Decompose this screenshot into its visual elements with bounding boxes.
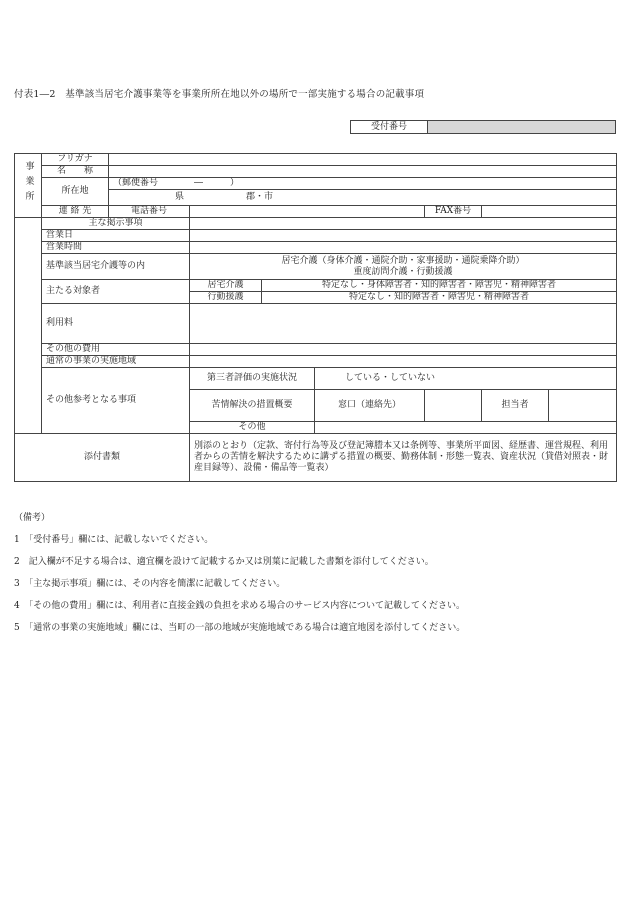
- complaint-window-label: 窓口（連絡先）: [315, 390, 425, 422]
- attachments-label: 添付書類: [15, 434, 190, 482]
- service-line-2: 重度訪問介護・行動援護: [353, 266, 453, 277]
- service-area-label: 通常の事業の実施地域: [42, 356, 190, 368]
- complaint-label: 苦情解決の措置概要: [190, 390, 315, 422]
- business-days-label: 営業日: [42, 230, 190, 242]
- notice-side-column: [15, 218, 42, 434]
- phone-field[interactable]: [190, 206, 425, 218]
- notes-section: [14, 510, 616, 642]
- fee-label: 利用料: [42, 304, 190, 344]
- person-in-charge-field[interactable]: [549, 390, 617, 422]
- note-1: 1 「受付番号」欄には、記載しないでください。: [14, 535, 214, 545]
- postal-field[interactable]: [109, 178, 617, 190]
- notes-header: （備考）: [14, 513, 51, 523]
- home-care-label: 居宅介護: [190, 280, 262, 292]
- other-reference-label: その他参考となる事項: [42, 368, 190, 434]
- third-party-eval-field[interactable]: [315, 368, 617, 390]
- third-party-eval-options: している・していない: [345, 373, 436, 383]
- main-notice-header: 主な掲示事項: [42, 218, 190, 230]
- complaint-window-field[interactable]: [425, 390, 482, 422]
- contact-label: 連 絡 先: [42, 206, 109, 218]
- behavior-support-label: 行動援護: [190, 292, 262, 304]
- furigana-field[interactable]: [109, 154, 617, 166]
- service-line-1: 居宅介護（身体介護・通院介助・家事援助・通院乗降介助）: [281, 255, 525, 266]
- other-cost-label: その他の費用: [42, 344, 190, 356]
- prefecture-text: 県: [175, 192, 185, 202]
- business-days-field[interactable]: [190, 230, 617, 242]
- other-label: その他: [190, 422, 315, 434]
- name-field[interactable]: [109, 166, 617, 178]
- service-area-field[interactable]: [190, 356, 617, 368]
- fax-field[interactable]: [482, 206, 617, 218]
- main-notice-field[interactable]: [190, 218, 617, 230]
- form-table: [14, 153, 617, 482]
- service-type-label: 基準該当居宅介護等の内: [42, 254, 190, 280]
- note-5: 5 「通常の事業の実施地域」欄には、当町の一部の地域が実施地域である場合は適宜地図を添付してください。: [14, 623, 466, 633]
- attachments-text: 別添のとおり（定款、寄付行為等及び登記簿謄本又は条例等、事業所平面図、経歴書、運営規程、利用者からの苦情を解決するために講ずる措置の概要、勤務体制・形態一覧表、資産状況（貸借対照表・財産目録等）、設備・備品等一覧表）: [190, 434, 617, 482]
- furigana-label: フリガナ: [42, 154, 109, 166]
- service-type-field[interactable]: [190, 254, 617, 280]
- behavior-support-targets[interactable]: 特定なし・知的障害者・障害児・精神障害者: [262, 292, 617, 304]
- other-cost-field[interactable]: [190, 344, 617, 356]
- address-field[interactable]: [109, 190, 617, 206]
- home-care-targets[interactable]: 特定なし・身体障害者・知的障害者・障害児・精神障害者: [262, 280, 617, 292]
- target-label: 主たる対象者: [42, 280, 190, 304]
- person-in-charge-label: 担当者: [482, 390, 549, 422]
- phone-label: 電話番号: [109, 206, 190, 218]
- business-hours-field[interactable]: [190, 242, 617, 254]
- receipt-number-box: [350, 120, 616, 134]
- note-2: 2 記入欄が不足する場合は、適宜欄を設けて記載するか又は別葉に記載した書類を添付してください。: [14, 557, 434, 567]
- office-header: 事業所: [15, 154, 42, 218]
- note-4: 4 「その他の費用」欄には、利用者に直接金銭の負担を求める場合のサービス内容について記載してください。: [14, 601, 466, 611]
- business-hours-label: 営業時間: [42, 242, 190, 254]
- other-field[interactable]: [315, 422, 617, 434]
- third-party-eval-label: 第三者評価の実施状況: [190, 368, 315, 390]
- name-label: 名 称: [42, 166, 109, 178]
- fax-label: FAX番号: [425, 206, 482, 218]
- receipt-number-field[interactable]: [428, 121, 615, 133]
- receipt-number-label: 受付番号: [351, 121, 428, 133]
- city-text: 郡・市: [246, 192, 274, 202]
- form-title: 付表1―2 基準該当居宅介護事業等を事業所所在地以外の場所で一部実施する場合の記載事項: [14, 89, 425, 100]
- postal-text: （郵便番号 ― ）: [113, 178, 240, 188]
- note-3: 3 「主な掲示事項」欄には、その内容を簡潔に記載してください。: [14, 579, 286, 589]
- location-label: 所在地: [42, 178, 109, 206]
- fee-field[interactable]: [190, 304, 617, 344]
